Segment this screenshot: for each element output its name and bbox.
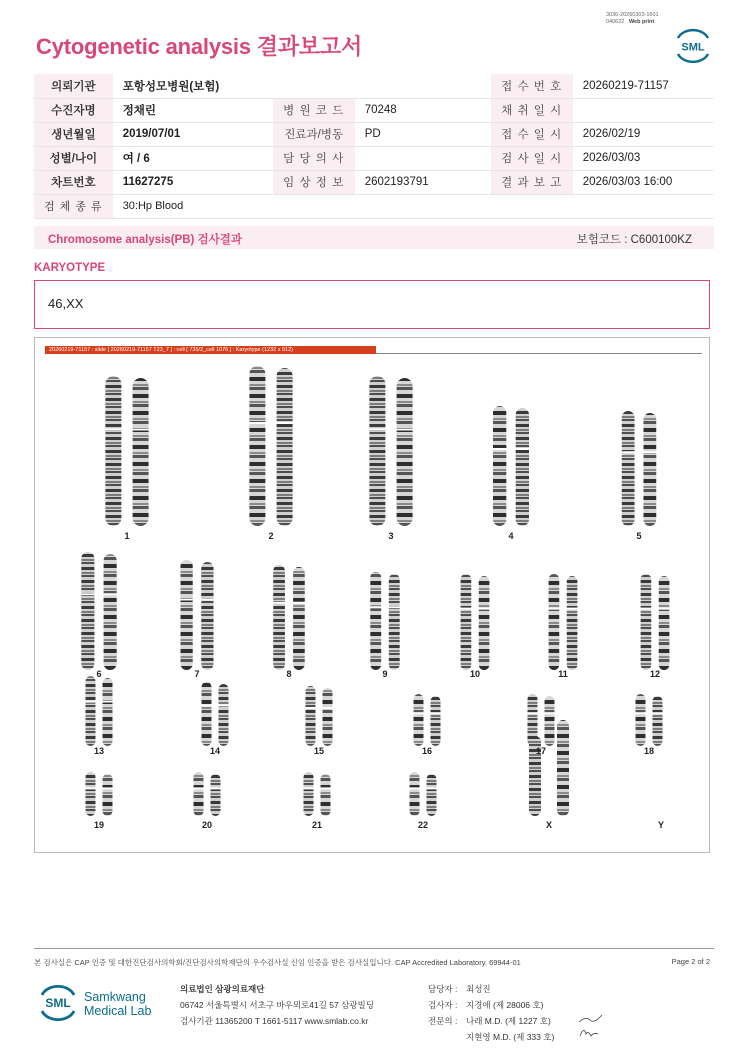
centromere <box>293 602 306 604</box>
name-value: 정채린 <box>113 98 273 122</box>
section-title: Chromosome analysis(PB) 검사결과 <box>48 234 242 246</box>
tested-label: 검 사 일 시 <box>491 146 573 170</box>
centromere <box>210 787 221 789</box>
staff-row: 전문의 : 나래 M.D. (제 1227 호) <box>428 1016 551 1026</box>
staff-row: 검사자 : 지경애 (제 28006 호) <box>428 1000 544 1010</box>
brand-line2: Medical Lab <box>84 1004 152 1018</box>
centromere <box>548 608 560 610</box>
centromere <box>369 429 386 431</box>
doctor-label: 담 당 의 사 <box>273 146 355 170</box>
document-code <box>606 12 659 25</box>
chromosome-2-a <box>249 366 265 526</box>
chromosome-label-8: 8 <box>286 669 292 679</box>
centromere <box>396 429 413 431</box>
chromosome-20-a <box>194 772 204 816</box>
org-address: 06742 서울특별시 서초구 바우뫼로41길 57 삼광빌딩 <box>180 1000 374 1010</box>
insurance-code: 보험코드 : C600100KZ <box>576 234 692 246</box>
sex-age-label: 성별/나이 <box>34 146 113 170</box>
chart-label: 차트번호 <box>34 170 113 194</box>
chromosome-label-21: 21 <box>311 820 323 830</box>
centromere <box>409 787 420 789</box>
chromosome-label-2: 2 <box>268 531 274 541</box>
organization-info <box>180 981 374 1029</box>
centromere <box>370 606 382 608</box>
chromosome-14-a <box>202 682 212 746</box>
chromosome-1-a <box>105 376 121 526</box>
accession-value: 20260219-71157 <box>573 74 714 98</box>
page-number: Page 2 of 2 <box>671 957 710 966</box>
chromosome-4-b <box>516 408 529 526</box>
chromosome-13-a <box>86 676 96 746</box>
report-title: Cytogenetic analysis 결과보고서 <box>36 34 363 59</box>
chromosome-label-5: 5 <box>636 531 642 541</box>
received-value: 2026/02/19 <box>573 122 714 146</box>
centromere <box>478 608 490 610</box>
dept-label: 진료과/병동 <box>273 122 355 146</box>
centromere <box>460 608 472 610</box>
chromosome-16-a <box>414 694 424 746</box>
svg-text:SML: SML <box>45 996 71 1010</box>
chromosome-label-17: 17 <box>535 746 547 756</box>
chromosome-label-Y: Y <box>657 820 665 830</box>
centromere <box>218 704 229 706</box>
chromosome-X-b <box>557 720 569 816</box>
centromere <box>658 608 670 610</box>
karyogram-caption: 20260219-71157 : slide [ 20260219-71157 T23_7 ] : cell [ 735/2_cell 1076 ] : Karyotype (1232 x 912) <box>45 346 376 354</box>
chromosome-19-b <box>103 774 113 816</box>
dob-label: 생년월일 <box>34 122 113 146</box>
org-contact: 검사기관 11365200 T 1661-5117 www.smlab.co.kr <box>180 1016 369 1026</box>
chromosome-label-15: 15 <box>313 746 325 756</box>
staff-row: 지현영 M.D. (제 333 호) <box>466 1032 555 1042</box>
print-label: Web print <box>628 18 655 25</box>
centromere <box>193 787 204 789</box>
centromere <box>322 707 333 709</box>
chromosome-15-b <box>323 688 333 746</box>
chromosome-3-b <box>397 378 413 526</box>
centromere <box>276 422 293 424</box>
centromere <box>544 712 555 714</box>
chromosome-6-a <box>81 552 94 670</box>
hospital-code-value: 70248 <box>355 98 491 122</box>
chromosome-16-b <box>431 696 441 746</box>
chromosome-label-11: 11 <box>558 669 568 679</box>
chromosome-label-10: 10 <box>469 669 481 679</box>
clinical-value: 2602193791 <box>355 170 491 194</box>
centromere <box>527 712 538 714</box>
chromosome-20-b <box>211 774 221 816</box>
chromosome-label-1: 1 <box>124 531 130 541</box>
footer-divider <box>34 948 714 949</box>
reported-value: 2026/03/03 16:00 <box>573 170 714 194</box>
centromere <box>180 599 193 601</box>
chromosome-15-a <box>306 686 316 746</box>
name-label: 수진자명 <box>34 98 113 122</box>
karyogram-image-frame <box>34 337 710 853</box>
chromosome-12-a <box>641 574 652 670</box>
specimen-label: 검 체 종 류 <box>34 194 113 218</box>
sml-logo-icon <box>672 26 714 64</box>
centromere <box>493 448 507 450</box>
hospital-code-label: 병 원 코 드 <box>273 98 355 122</box>
centromere <box>273 602 286 604</box>
centromere <box>249 422 266 424</box>
specimen-value: 30:Hp Blood <box>113 194 714 218</box>
chromosome-11-b <box>567 576 578 670</box>
requester-value: 포항성모병원(보험) <box>113 74 491 98</box>
signature-icon <box>576 1012 604 1040</box>
chromosome-label-22: 22 <box>417 820 429 830</box>
chromosome-22-b <box>427 774 437 816</box>
chromosome-5-a <box>622 411 635 526</box>
centromere <box>81 593 95 595</box>
centromere <box>652 712 663 714</box>
chromosome-8-a <box>273 565 285 670</box>
chromosome-10-b <box>479 576 490 670</box>
chromosome-7-a <box>181 560 193 670</box>
chromosome-18-b <box>653 696 663 746</box>
chromosome-label-14: 14 <box>209 746 221 756</box>
brand-name <box>84 990 151 1018</box>
result-section-header <box>34 226 714 249</box>
chromosome-6-b <box>104 554 117 670</box>
chromosome-9-b <box>389 574 400 670</box>
chromosome-8-b <box>293 567 305 670</box>
karyogram-image <box>35 358 709 852</box>
collection-date-label: 채 취 일 시 <box>491 98 573 122</box>
chromosome-14-b <box>219 684 229 746</box>
certification-text: 본 검사실은 CAP 인증 및 대한진단검사의학회/진단검사의학재단의 우수검사실 신임 인증을 받은 검사실입니다. CAP Accredited Laboratory. 69944-01 <box>34 958 521 967</box>
chromosome-label-12: 12 <box>649 669 661 679</box>
chromosome-22-a <box>410 772 420 816</box>
received-label: 접 수 일 시 <box>491 122 573 146</box>
karyotype-label: KARYOTYPE <box>34 262 106 274</box>
accession-label: 접 수 번 호 <box>491 74 573 98</box>
chromosome-label-X: X <box>545 820 553 830</box>
svg-text:SML: SML <box>681 41 705 54</box>
chromosome-10-a <box>461 574 472 670</box>
brand-line1: Samkwang <box>84 990 146 1004</box>
centromere <box>132 429 149 431</box>
doc-code-line2: 040622 <box>606 18 625 25</box>
dept-value: PD <box>355 122 491 146</box>
collection-date-value <box>573 98 714 122</box>
centromere <box>85 701 96 703</box>
chromosome-label-20: 20 <box>201 820 213 830</box>
chromosome-18-a <box>636 694 646 746</box>
requester-label: 의뢰기관 <box>34 74 113 98</box>
centromere <box>566 608 578 610</box>
dob-value: 2019/07/01 <box>113 122 273 146</box>
karyotype-result-box <box>34 280 710 329</box>
clinical-label: 임 상 정 보 <box>273 170 355 194</box>
samkwang-logo-icon <box>36 980 80 1024</box>
centromere <box>105 429 122 431</box>
chromosome-label-13: 13 <box>93 746 105 756</box>
chromosome-label-16: 16 <box>421 746 433 756</box>
chromosome-9-a <box>370 572 381 670</box>
centromere <box>640 608 652 610</box>
chromosome-4-a <box>493 406 506 526</box>
staff-list <box>428 981 554 1045</box>
staff-row: 담당자 : 최성진 <box>428 984 491 994</box>
chromosome-label-6: 6 <box>96 669 102 679</box>
org-name: 의료법인 삼광의료재단 <box>180 984 265 994</box>
centromere <box>85 787 96 789</box>
chart-value: 11627275 <box>113 170 273 194</box>
chromosome-19-a <box>86 772 96 816</box>
chromosome-13-b <box>103 678 113 746</box>
chromosome-label-4: 4 <box>508 531 514 541</box>
centromere <box>102 787 113 789</box>
chromosome-21-b <box>321 774 331 816</box>
chromosome-17-b <box>545 696 555 746</box>
centromere <box>305 707 316 709</box>
tested-value: 2026/03/03 <box>573 146 714 170</box>
chromosome-3-a <box>369 376 385 526</box>
sex-age-value: 여 / 6 <box>113 146 273 170</box>
chromosome-2-b <box>277 368 293 526</box>
chromosome-21-a <box>304 772 314 816</box>
centromere <box>103 593 117 595</box>
chromosome-12-b <box>659 576 670 670</box>
centromere <box>621 451 635 453</box>
centromere <box>201 599 214 601</box>
doc-code-line1: 3036-20260303-1601 <box>606 12 659 18</box>
centromere <box>320 787 331 789</box>
chromosome-label-3: 3 <box>388 531 394 541</box>
centromere <box>102 701 113 703</box>
centromere <box>426 787 437 789</box>
chromosome-5-b <box>643 413 656 526</box>
chromosome-1-b <box>133 378 149 526</box>
doctor-value <box>355 146 491 170</box>
chromosome-label-7: 7 <box>194 669 200 679</box>
centromere <box>430 712 441 714</box>
centromere <box>303 787 314 789</box>
centromere <box>635 712 646 714</box>
centromere <box>201 704 212 706</box>
chromosome-label-18: 18 <box>643 746 655 756</box>
patient-info-table <box>34 74 714 219</box>
reported-label: 결 과 보 고 <box>491 170 573 194</box>
chromosome-label-9: 9 <box>382 669 388 679</box>
centromere <box>413 712 424 714</box>
chromosome-label-19: 19 <box>93 820 105 830</box>
centromere <box>643 451 657 453</box>
chromosome-7-b <box>201 562 213 670</box>
caption-rule <box>376 353 702 354</box>
centromere <box>515 448 529 450</box>
centromere <box>388 606 400 608</box>
chromosome-11-a <box>549 574 560 670</box>
karyotype-value: 46,XX <box>48 296 84 311</box>
